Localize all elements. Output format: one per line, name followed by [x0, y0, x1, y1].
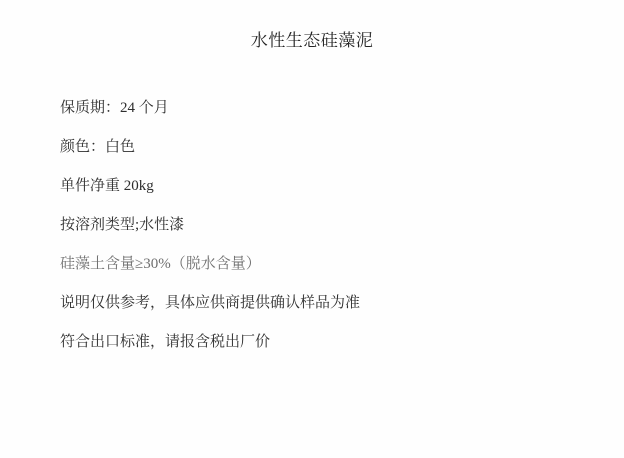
page-title: 水性生态硅藻泥: [250, 31, 374, 50]
spec-line-net-weight: 单件净重 20kg: [60, 178, 154, 194]
spec-line-export-standard: 符合出口标准，请报含税出厂价: [60, 334, 271, 350]
spec-list: [60, 98, 580, 352]
spec-line-shelf-life: 保质期：24 个月: [60, 100, 169, 116]
spec-line-solvent-type: 按溶剂类型;水性漆: [60, 217, 185, 233]
spec-line-color: 颜色：白色: [60, 139, 136, 155]
spec-line-diatomite-content: 硅藻土含量≥30%（脱水含量）: [60, 256, 261, 272]
spec-line-disclaimer: 说明仅供参考，具体应供商提供确认样品为准: [60, 295, 361, 311]
